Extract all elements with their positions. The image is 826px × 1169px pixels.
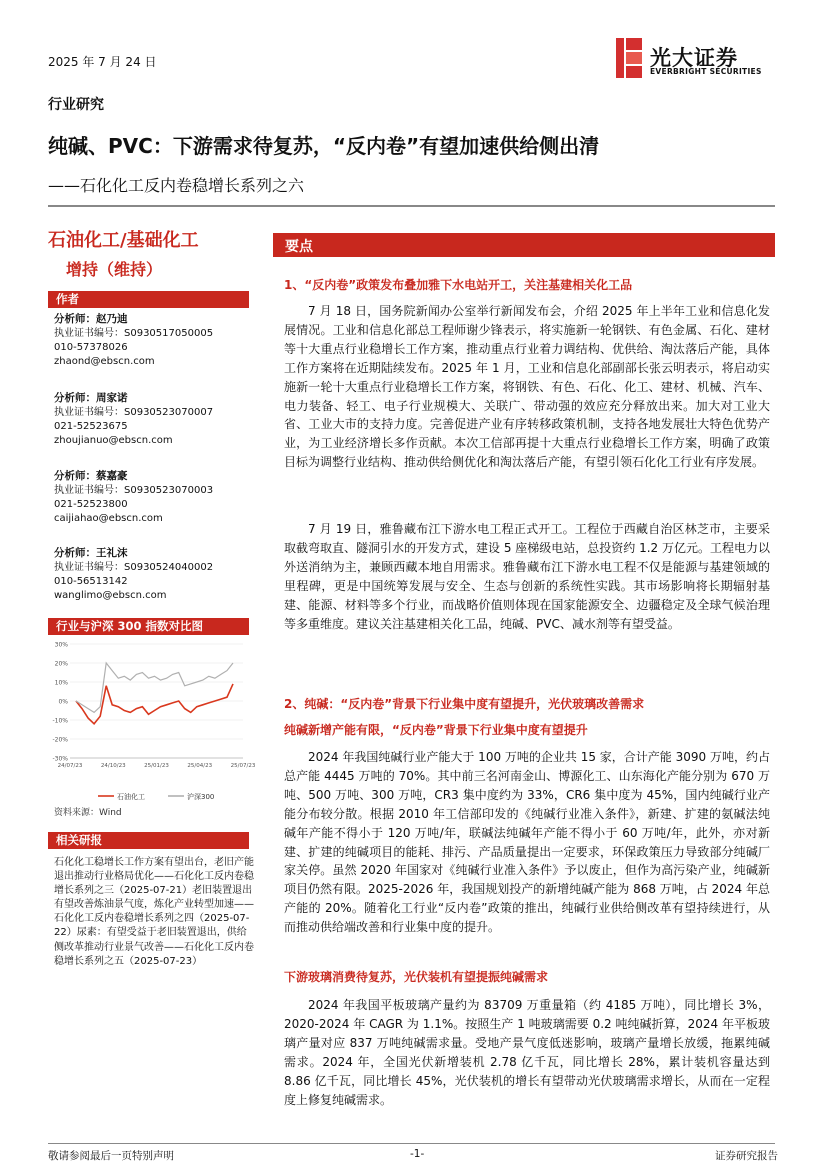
analyst-email[interactable]: zhoujianuo@ebscn.com (54, 435, 173, 446)
analyst-phone: 010-56513142 (54, 576, 128, 587)
section-1-paragraph-2 (284, 520, 770, 633)
footer-divider (48, 1143, 775, 1144)
section-2-paragraph-1 (284, 748, 770, 937)
chart-y-tick-label: -20% (52, 736, 68, 744)
footer-report-type: 证券研究报告 (715, 1150, 778, 1162)
chart-y-tick-label: 10% (54, 679, 68, 687)
analyst-name: 分析师：周家诺 (54, 392, 128, 404)
chart-heading: 行业与沪深 300 指数对比图 (48, 618, 249, 635)
analyst-email[interactable]: caijiahao@ebscn.com (54, 513, 163, 524)
page-number: -1- (410, 1148, 425, 1160)
chart-y-tick-label: 20% (54, 660, 68, 668)
section-2-heading: 2、纯碱：“反内卷”背景下行业集中度有望提升，光伏玻璃改善需求 (284, 697, 645, 711)
authors-heading: 作者 (48, 291, 249, 308)
analyst-card (54, 468, 213, 526)
key-points-heading (273, 233, 775, 257)
section-2-subheading-1: 纯碱新增产能有限，“反内卷”背景下行业集中度有望提升 (284, 723, 588, 737)
related-research-list: 石化化工稳增长工作方案有望出台，老旧产能退出推动行业格局优化——石化化工反内卷稳增长系列之三（2025-07-21）老旧装置退出有望改善炼油景气度，炼化产业转型加速——石化化工反内卷稳增长系列之四（2025-07-22）尿素：有望受益于老旧装置退出，供给侧改革推动行业景气改善——石化化工反内卷稳增长系列之五（2025-07-23） (54, 857, 254, 967)
chart-x-tick-label: 25/04/23 (187, 763, 213, 769)
analyst-email[interactable]: wanglimo@ebscn.com (54, 590, 167, 601)
paragraph-text: 7 月 18 日，国务院新闻办公室举行新闻发布会，介绍 2025 年上半年工业和信息化发展情况。工业和信息化部总工程师谢少锋表示，将实施新一轮钢铁、有色金属、石化、建材等十大重点行业稳增长工作方案，推动重点行业着力调结构、优供给、淘汰落后产能，具体工作方案将在近期陆续发布。2025 年 1 月，工业和信息化部副部长张云明表示，将启动实施新一轮十大重点行业稳增长工作方案，将钢铁、有色、石化、化工、建材、机械、汽车、电力装备、轻工、电子行业规模大、关联广、带动强的效应充分释放出来。加大对工业大省、工业大市的支持力度。完善促进产业有序转移政策机制，支持各地发展壮大特色优势产业，为工业经济增长多作贡献。本次工信部再提十大重点行业稳增长工作方案，明确了政策目标为调整行业结构、推动供给侧优化和淘汰落后产能，有望引领石化化工行业有序发展。 (284, 304, 770, 470)
analyst-cert: 执业证书编号：S0930517050005 (54, 328, 214, 339)
index-comparison-chart (48, 636, 256, 811)
paragraph-text: 2024 年我国纯碱行业产能大于 100 万吨的企业共 15 家，合计产能 3090 万吨，约占总产能 4445 万吨的 70%。其中前三名河南金山、博源化工、山东海化产能分别为 670 万吨、500 万吨、300 万吨，CR3 集中度约为 33%，CR6 集中度为 45%，国内纯碱行业产能分布较分散。根据 2010 年工信部印发的《纯碱行业准入条件》，新建、扩建的氨碱法纯碱年产能不得小于 120 万吨/年，联碱法纯碱年产能不得小于 60 万吨/年，此外，亦对新建、扩建的纯碱项目的能耗、排污、产品质量提出一定要求，环保政策压力导致部分纯碱厂家关停。虽然 2020 年国家对《纯碱行业准入条件》予以废止，但作为高污染产业，纯碱新项目仍然有限。2025-2026 年，我国规划投产的新增纯碱产能为 868 万吨，占 2024 年总产能的 20%。随着化工行业“反内卷”政策的推出，纯碱行业供给侧改革有望持续进行，从而推动供给端改善和行业集中度的提升。 (284, 750, 770, 935)
everbright-logo-icon (616, 38, 642, 78)
analyst-phone: 021-52523800 (54, 499, 128, 510)
footer-disclaimer: 敬请参阅最后一页特别声明 (48, 1150, 174, 1162)
report-title: 纯碱、PVC：下游需求待复苏，“反内卷”有望加速供给侧出清 (48, 134, 600, 158)
analyst-email[interactable]: zhaond@ebscn.com (54, 356, 155, 367)
key-points-label: 要点 (285, 239, 313, 255)
chart-y-tick-label: -30% (52, 755, 68, 763)
chart-y-tick-label: 30% (54, 641, 68, 649)
report-type: 行业研究 (48, 97, 104, 113)
analyst-cert: 执业证书编号：S0930524040002 (54, 562, 214, 573)
chart-x-tick-label: 25/01/23 (144, 763, 169, 769)
chart-legend-label: 沪深300 (187, 793, 215, 801)
section-2-subheading-2: 下游玻璃消费待复苏，光伏装机有望提振纯碱需求 (284, 970, 549, 984)
analyst-name: 分析师：蔡嘉豪 (54, 470, 128, 482)
paragraph-text: 7 月 19 日，雅鲁藏布江下游水电工程正式开工。工程位于西藏自治区林芝市，主要采取截弯取直、隧洞引水的开发方式，建设 5 座梯级电站，总投资约 1.2 万亿元。工程电力以外送消纳为主，兼顾西藏本地自用需求。雅鲁藏布江下游水电工程不仅是能源与基建领域的里程碑，更是中国统筹发展与安全、生态与创新的系统性实践。其市场影响将长期辐射基建、能源、材料等多个行业，而战略价值则体现在国家能源安全、边疆稳定及全球气候治理等多重维度。建议关注基建相关化工品，纯碱、PVC、减水剂等有望受益。 (284, 522, 770, 631)
brand-logo (616, 38, 776, 82)
rating: 增持（维持） (66, 260, 163, 279)
section-1-heading: 1、“反内卷”政策发布叠加雅下水电站开工，关注基建相关化工品 (284, 278, 633, 292)
chart-y-tick-label: -10% (52, 717, 68, 725)
analyst-card (54, 311, 213, 369)
analyst-name: 分析师：赵乃迪 (54, 313, 128, 325)
header-divider (48, 205, 775, 207)
analyst-phone: 021-52523675 (54, 421, 128, 432)
report-subtitle: ——石化化工反内卷稳增长系列之六 (48, 176, 305, 195)
related-research-heading: 相关研报 (48, 832, 249, 849)
chart-y-tick-label: 0% (58, 698, 68, 706)
chart-series-line (76, 663, 233, 712)
analyst-cert: 执业证书编号：S0930523070003 (54, 485, 214, 496)
chart-x-tick-label: 25/07/23 (230, 763, 256, 769)
sector-name: 石油化工/基础化工 (48, 230, 199, 251)
chart-x-tick-label: 24/10/23 (100, 763, 126, 769)
brand-name-cn: 光大证券 (650, 46, 738, 70)
paragraph-text: 2024 年我国平板玻璃产量约为 83709 万重量箱（约 4185 万吨），同比增长 3%，2020-2024 年 CAGR 为 1.1%。按照生产 1 吨玻璃需要 0.2 吨纯碱折算，2024 年平板玻璃产量对应 837 万吨纯碱需求量。受地产景气度低迷影响，玻璃产量增长放缓，拖累纯碱需求。2024 年，全国光伏新增装机 2.78 亿千瓦，同比增长 28%，累计装机容量达到 8.86 亿千瓦，同比增长 45%，光伏装机的增长有望带动光伏玻璃需求增长，从而在一定程度上修复纯碱需求。 (284, 998, 770, 1107)
analyst-cert: 执业证书编号：S0930523070007 (54, 407, 214, 418)
chart-series-line (76, 684, 233, 724)
chart-source: 资料来源：Wind (54, 808, 122, 818)
analyst-card (54, 545, 213, 603)
analyst-name: 分析师：王礼沫 (54, 547, 128, 559)
analyst-phone: 010-57378026 (54, 342, 128, 353)
analyst-card (54, 390, 213, 448)
report-date: 2025 年 7 月 24 日 (48, 55, 157, 69)
section-1-paragraph-1 (284, 302, 770, 472)
brand-name-en: EVERBRIGHT SECURITIES (650, 67, 762, 76)
section-2-paragraph-2 (284, 996, 770, 1109)
chart-x-tick-label: 24/07/23 (57, 763, 83, 769)
chart-legend-label: 石油化工 (117, 793, 145, 801)
